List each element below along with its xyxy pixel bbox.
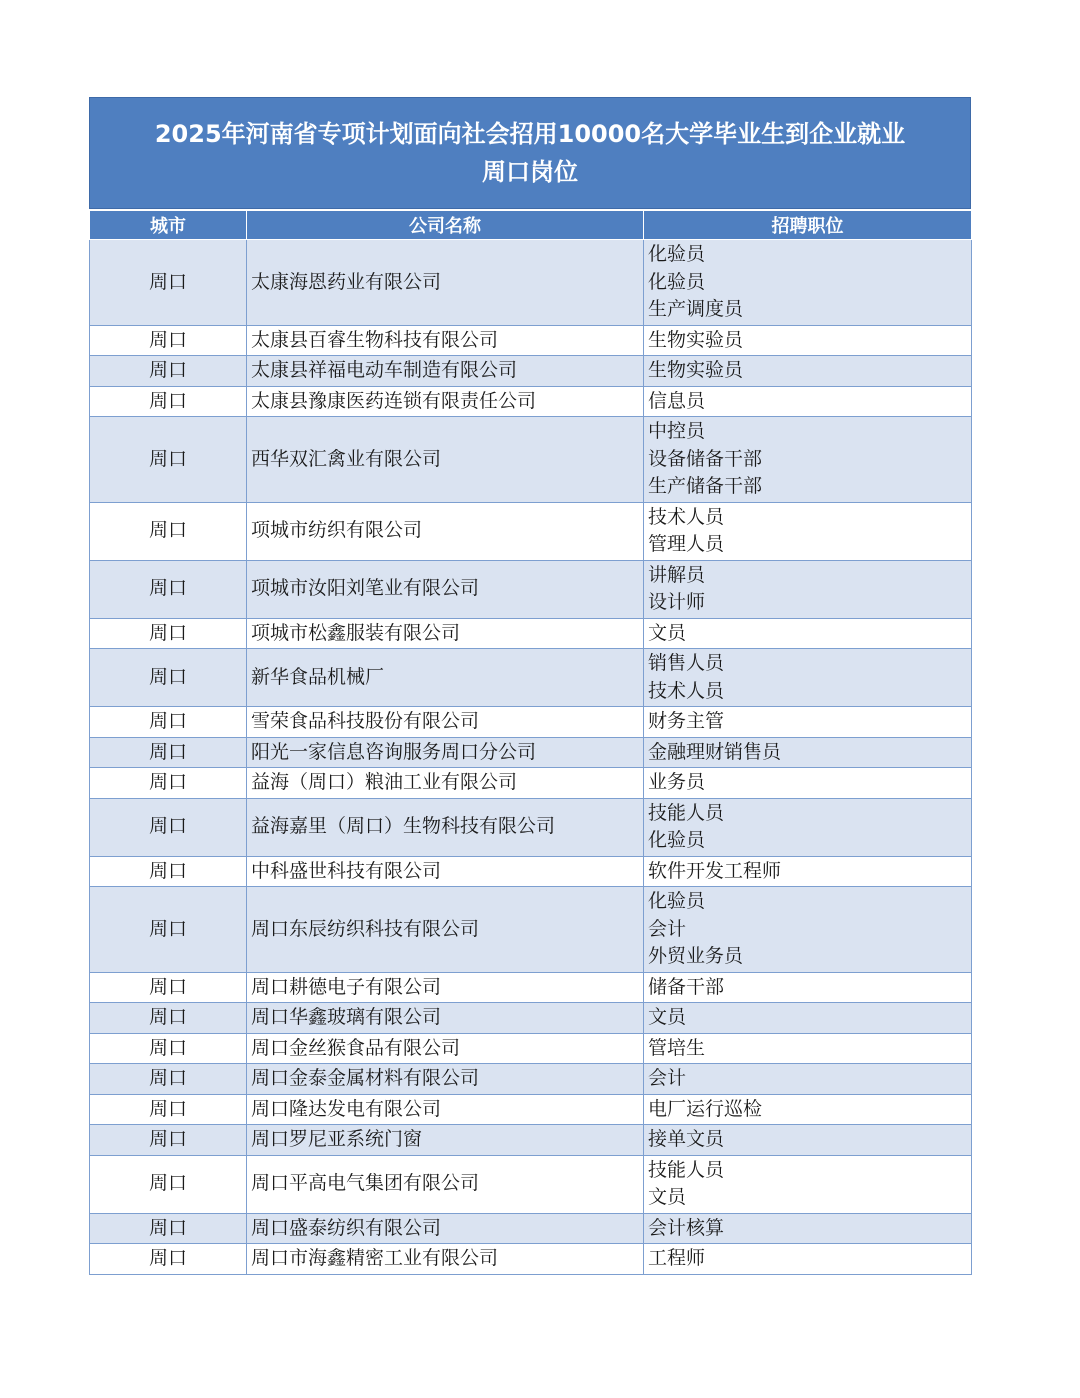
company-cell: 西华双汇禽业有限公司 bbox=[247, 417, 644, 503]
position-item: 化验员 bbox=[648, 829, 706, 851]
table-row bbox=[90, 1155, 972, 1213]
position-item: 生物实验员 bbox=[648, 359, 744, 381]
positions-cell bbox=[644, 1064, 972, 1095]
positions-cell bbox=[644, 887, 972, 973]
column-header-position: 招聘职位 bbox=[644, 210, 972, 240]
positions-cell bbox=[644, 856, 972, 887]
table-row bbox=[90, 856, 972, 887]
title-banner bbox=[89, 97, 971, 209]
positions-cell bbox=[644, 707, 972, 738]
position-item: 化验员 bbox=[648, 890, 706, 912]
city-cell: 周口 bbox=[90, 560, 247, 618]
positions-cell bbox=[644, 1033, 972, 1064]
positions-cell bbox=[644, 1094, 972, 1125]
table-row bbox=[90, 386, 972, 417]
column-header-city: 城市 bbox=[90, 210, 247, 240]
positions-cell bbox=[644, 1155, 972, 1213]
company-cell: 新华食品机械厂 bbox=[247, 649, 644, 707]
position-item: 生产调度员 bbox=[648, 298, 744, 320]
city-cell: 周口 bbox=[90, 1003, 247, 1034]
city-cell: 周口 bbox=[90, 386, 247, 417]
city-cell: 周口 bbox=[90, 618, 247, 649]
city-cell: 周口 bbox=[90, 356, 247, 387]
company-cell: 周口金泰金属材料有限公司 bbox=[247, 1064, 644, 1095]
table-body bbox=[90, 240, 972, 1275]
table-row bbox=[90, 618, 972, 649]
positions-cell bbox=[644, 1125, 972, 1156]
position-item: 管培生 bbox=[648, 1036, 706, 1059]
position-item: 销售人员 bbox=[648, 652, 725, 674]
table-row bbox=[90, 887, 972, 973]
company-cell: 中科盛世科技有限公司 bbox=[247, 856, 644, 887]
positions-table bbox=[89, 209, 972, 1275]
city-cell: 周口 bbox=[90, 768, 247, 799]
city-cell: 周口 bbox=[90, 972, 247, 1003]
company-cell: 周口隆达发电有限公司 bbox=[247, 1094, 644, 1125]
city-cell: 周口 bbox=[90, 649, 247, 707]
city-cell: 周口 bbox=[90, 1244, 247, 1275]
positions-cell bbox=[644, 417, 972, 503]
position-item: 技能人员 bbox=[648, 1158, 725, 1181]
position-item: 技术人员 bbox=[648, 505, 725, 528]
position-item: 外贸业务员 bbox=[648, 945, 744, 967]
positions-cell bbox=[644, 798, 972, 856]
company-cell: 周口市海鑫精密工业有限公司 bbox=[247, 1244, 644, 1275]
table-row bbox=[90, 768, 972, 799]
table-row bbox=[90, 240, 972, 326]
position-item: 中控员 bbox=[648, 420, 706, 442]
city-cell: 周口 bbox=[90, 887, 247, 973]
position-item: 工程师 bbox=[648, 1247, 706, 1269]
company-cell: 太康海恩药业有限公司 bbox=[247, 240, 644, 326]
company-cell: 益海（周口）粮油工业有限公司 bbox=[247, 768, 644, 799]
position-item: 文员 bbox=[648, 621, 687, 644]
table-row bbox=[90, 798, 972, 856]
table-row bbox=[90, 1213, 972, 1244]
table-row bbox=[90, 325, 972, 356]
table-header-row bbox=[90, 210, 972, 240]
city-cell: 周口 bbox=[90, 502, 247, 560]
company-cell: 雪荣食品科技股份有限公司 bbox=[247, 707, 644, 738]
position-item: 文员 bbox=[648, 1006, 687, 1028]
position-item: 信息员 bbox=[648, 389, 706, 412]
position-item: 技能人员 bbox=[648, 801, 725, 824]
city-cell: 周口 bbox=[90, 1155, 247, 1213]
city-cell: 周口 bbox=[90, 325, 247, 356]
company-cell: 太康县百睿生物科技有限公司 bbox=[247, 325, 644, 356]
company-cell: 周口东辰纺织科技有限公司 bbox=[247, 887, 644, 973]
positions-cell bbox=[644, 560, 972, 618]
company-cell: 周口盛泰纺织有限公司 bbox=[247, 1213, 644, 1244]
table-row bbox=[90, 1244, 972, 1275]
position-item: 软件开发工程师 bbox=[648, 859, 782, 882]
positions-cell bbox=[644, 356, 972, 387]
positions-cell bbox=[644, 737, 972, 768]
positions-cell bbox=[644, 502, 972, 560]
table-row bbox=[90, 1125, 972, 1156]
positions-cell bbox=[644, 768, 972, 799]
company-cell: 项城市松鑫服装有限公司 bbox=[247, 618, 644, 649]
position-item: 会计 bbox=[648, 1067, 687, 1089]
table-row bbox=[90, 1094, 972, 1125]
table-row bbox=[90, 1064, 972, 1095]
city-cell: 周口 bbox=[90, 798, 247, 856]
column-header-company: 公司名称 bbox=[247, 210, 644, 240]
position-item: 技术人员 bbox=[648, 679, 725, 702]
page-title: 2025年河南省专项计划面向社会招用10000名大学毕业生到企业就业 bbox=[154, 120, 906, 148]
position-item: 生产储备干部 bbox=[648, 475, 763, 497]
company-cell: 周口耕德电子有限公司 bbox=[247, 972, 644, 1003]
position-item: 生物实验员 bbox=[648, 328, 744, 351]
positions-cell bbox=[644, 325, 972, 356]
position-item: 设备储备干部 bbox=[648, 447, 763, 470]
company-cell: 太康县祥福电动车制造有限公司 bbox=[247, 356, 644, 387]
position-item: 化验员 bbox=[648, 243, 706, 265]
company-cell: 益海嘉里（周口）生物科技有限公司 bbox=[247, 798, 644, 856]
city-cell: 周口 bbox=[90, 1213, 247, 1244]
position-item: 化验员 bbox=[648, 270, 706, 293]
position-item: 会计核算 bbox=[648, 1216, 725, 1239]
position-item: 金融理财销售员 bbox=[648, 740, 782, 763]
city-cell: 周口 bbox=[90, 1125, 247, 1156]
positions-cell bbox=[644, 1213, 972, 1244]
table-row bbox=[90, 502, 972, 560]
position-item: 讲解员 bbox=[648, 563, 706, 586]
company-cell: 周口华鑫玻璃有限公司 bbox=[247, 1003, 644, 1034]
city-cell: 周口 bbox=[90, 856, 247, 887]
positions-cell bbox=[644, 649, 972, 707]
positions-cell bbox=[644, 1244, 972, 1275]
table-row bbox=[90, 972, 972, 1003]
table-row bbox=[90, 560, 972, 618]
positions-cell bbox=[644, 240, 972, 326]
company-cell: 项城市汝阳刘笔业有限公司 bbox=[247, 560, 644, 618]
position-item: 接单文员 bbox=[648, 1128, 725, 1150]
city-cell: 周口 bbox=[90, 417, 247, 503]
table-row bbox=[90, 1033, 972, 1064]
city-cell: 周口 bbox=[90, 737, 247, 768]
positions-cell bbox=[644, 386, 972, 417]
city-cell: 周口 bbox=[90, 1033, 247, 1064]
city-cell: 周口 bbox=[90, 707, 247, 738]
position-item: 管理人员 bbox=[648, 533, 725, 555]
position-item: 文员 bbox=[648, 1186, 687, 1208]
table-row bbox=[90, 649, 972, 707]
company-cell: 太康县豫康医药连锁有限责任公司 bbox=[247, 386, 644, 417]
table-row bbox=[90, 417, 972, 503]
city-cell: 周口 bbox=[90, 240, 247, 326]
company-cell: 阳光一家信息咨询服务周口分公司 bbox=[247, 737, 644, 768]
city-cell: 周口 bbox=[90, 1094, 247, 1125]
position-item: 设计师 bbox=[648, 591, 706, 613]
company-cell: 项城市纺织有限公司 bbox=[247, 502, 644, 560]
page-subtitle: 周口岗位 bbox=[482, 158, 578, 186]
positions-cell bbox=[644, 1003, 972, 1034]
company-cell: 周口罗尼亚系统门窗 bbox=[247, 1125, 644, 1156]
table-row bbox=[90, 356, 972, 387]
company-cell: 周口金丝猴食品有限公司 bbox=[247, 1033, 644, 1064]
city-cell: 周口 bbox=[90, 1064, 247, 1095]
position-item: 业务员 bbox=[648, 771, 706, 793]
position-item: 财务主管 bbox=[648, 710, 725, 732]
position-item: 会计 bbox=[648, 917, 687, 940]
table-row bbox=[90, 707, 972, 738]
position-item: 电厂运行巡检 bbox=[648, 1097, 763, 1120]
table-row bbox=[90, 1003, 972, 1034]
positions-cell bbox=[644, 972, 972, 1003]
table-row bbox=[90, 737, 972, 768]
position-item: 储备干部 bbox=[648, 975, 725, 998]
recruitment-sheet bbox=[89, 97, 971, 1275]
company-cell: 周口平高电气集团有限公司 bbox=[247, 1155, 644, 1213]
positions-cell bbox=[644, 618, 972, 649]
